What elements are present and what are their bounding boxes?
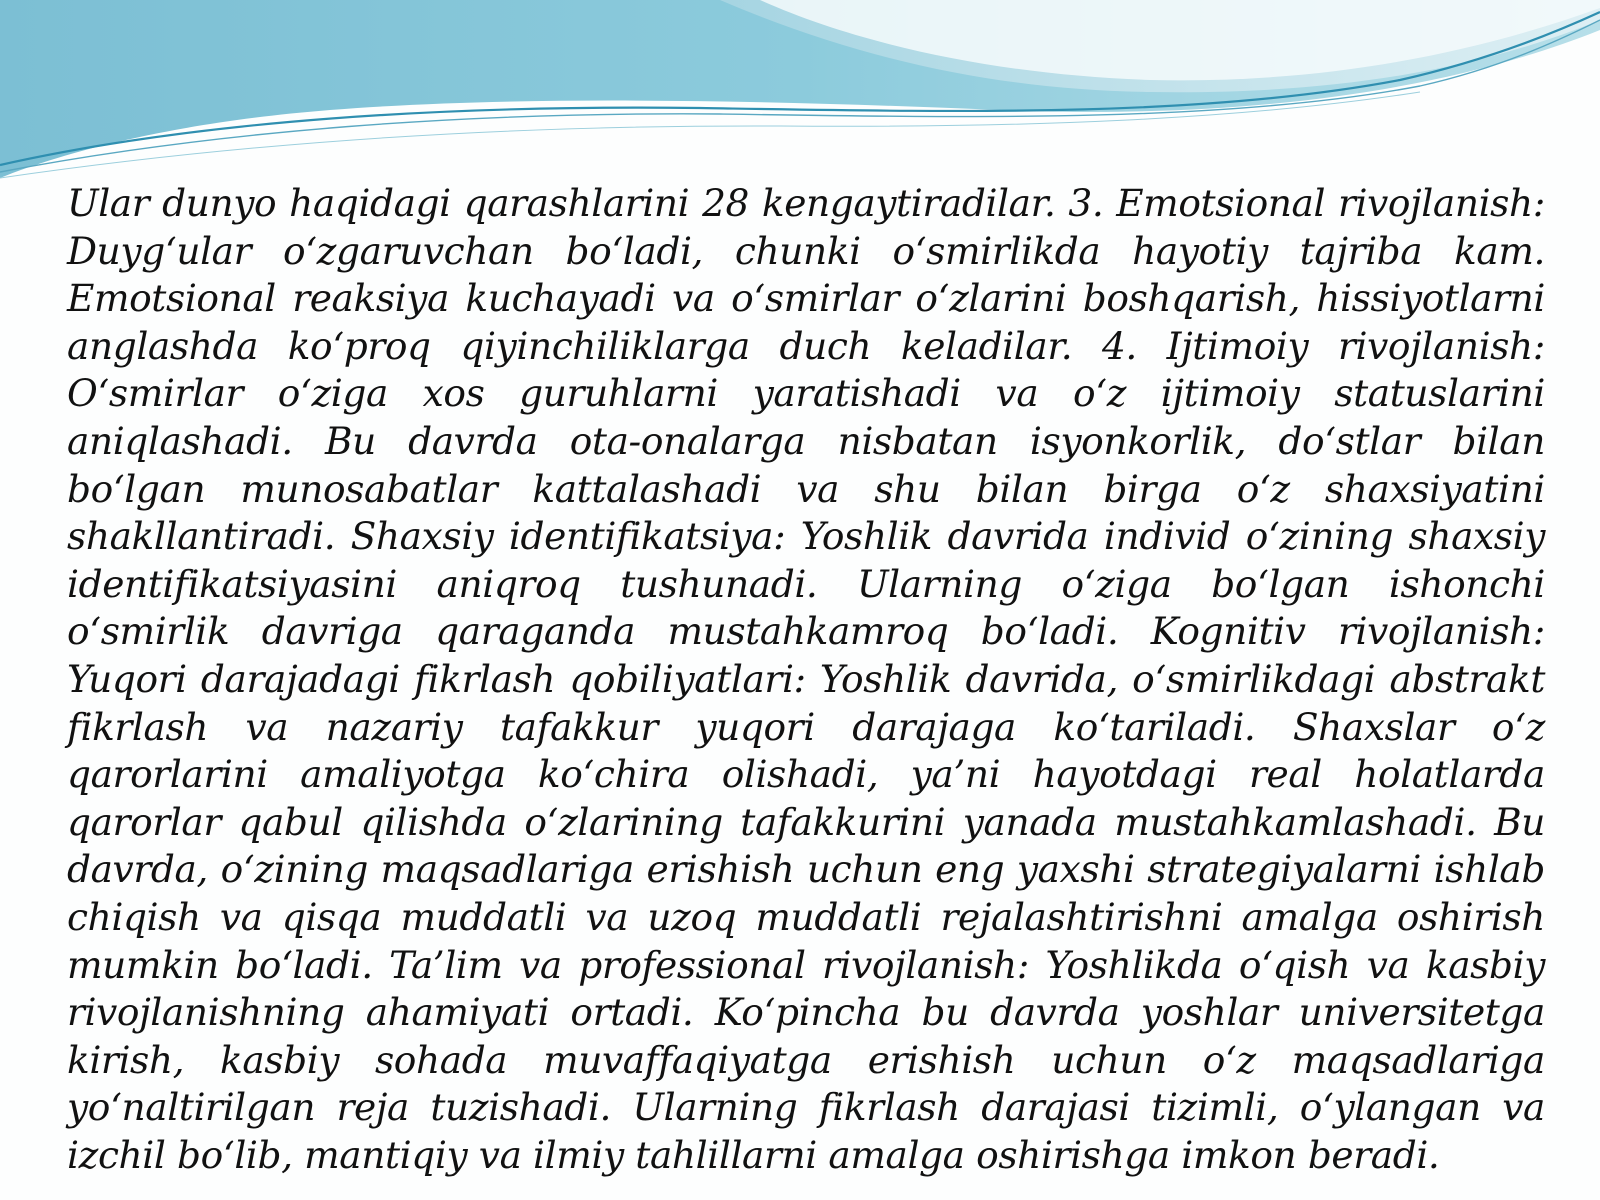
header-wave-decoration <box>0 0 1600 200</box>
body-paragraph: Ular dunyo haqidagi qarashlarini 28 kengaytiradilar. 3. Emotsional rivojlanish: Duyg‘ular o‘zgaruvchan bo‘ladi, chunki o‘smirlikda hayotiy tajriba kam. Emotsional reaksiya kuchayadi va o‘smirlar o‘zlarini boshqarish, hissiyotlarni anglashda ko‘proq qiyinchiliklarga duch keladilar. 4. Ijtimoiy rivojlanish: O‘smirlar o‘ziga xos guruhlarni yaratishadi va o‘z ijtimoiy statuslarini aniqlashadi. Bu davrda ota-onalarga nisbatan isyonkorlik, do‘stlar bilan bo‘lgan munosabatlar kattalashadi va shu bilan birga o‘z shaxsiyatini shakllantiradi. Shaxsiy identifikatsiya: Yoshlik davrida individ o‘zining shaxsiy identifikatsiyasini aniqroq tushunadi. Ularning o‘ziga bo‘lgan ishonchi o‘smirlik davriga qaraganda mustahkamroq bo‘ladi. Kognitiv rivojlanish: Yuqori darajadagi fikrlash qobiliyatlari: Yoshlik davrida, o‘smirlikdagi abstrakt fikrlash va nazariy tafakkur yuqori darajaga ko‘tariladi. Shaxslar o‘z qarorlarini amaliyotga ko‘chira olishadi, ya’ni hayotdagi real holatlarda qarorlar qabul qilishda o‘zlarining tafakkurini yanada mustahkamlashadi. Bu davrda, o‘zining maqsadlariga erishish uchun eng yaxshi strategiyalarni ishlab chiqish va qisqa muddatli va uzoq muddatli rejalashtirishni amalga oshirish mumkin bo‘ladi. Ta’lim va professional rivojlanish: Yoshlikda o‘qish va kasbiy rivojlanishning ahamiyati ortadi. Ko‘pincha bu davrda yoshlar universitetga kirish, kasbiy sohada muvaffaqiyatga erishish uchun o‘z maqsadlariga yo‘naltirilgan reja tuzishadi. Ularning fikrlash darajasi tizimli, o‘ylangan va izchil bo‘lib, mantiqiy va ilmiy tahlillarni amalga oshirishga imkon beradi. <box>67 181 1545 1177</box>
